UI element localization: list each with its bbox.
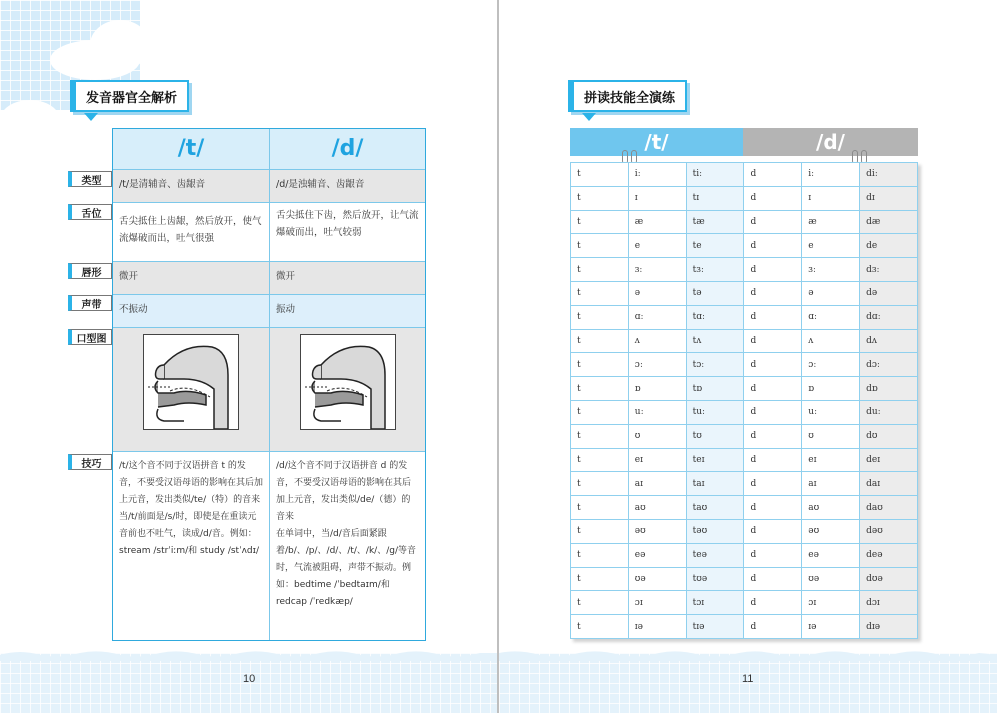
table-cell: d <box>744 353 802 377</box>
table-cell: t <box>571 210 629 234</box>
table-cell: ɔɪ <box>628 591 686 615</box>
table-cell: t <box>571 258 629 282</box>
table-row <box>571 353 918 377</box>
table-row <box>113 170 425 203</box>
table-cell: t <box>571 591 629 615</box>
table-cell: t <box>571 186 629 210</box>
row-label-vocal <box>68 295 112 311</box>
table-cell: uː <box>628 400 686 424</box>
table-cell: dʊ <box>860 424 918 448</box>
table-cell: æ <box>628 210 686 234</box>
header-t: /t/ <box>570 128 743 156</box>
table-cell: ʊ <box>628 424 686 448</box>
table-cell: dɒ <box>860 377 918 401</box>
table-row <box>571 329 918 353</box>
table-cell: d <box>744 567 802 591</box>
table-cell: ʌ <box>628 329 686 353</box>
table-cell: ə <box>628 281 686 305</box>
table-cell: aʊ <box>802 496 860 520</box>
mouth-diagram-t <box>143 334 239 430</box>
footer-wave-decoration <box>0 647 497 661</box>
table-cell: d <box>744 377 802 401</box>
table-cell: t <box>571 305 629 329</box>
table-cell: t <box>571 424 629 448</box>
table-row <box>571 543 918 567</box>
table-cell: taʊ <box>686 496 744 520</box>
table-row <box>571 591 918 615</box>
table-row <box>571 305 918 329</box>
table-cell: ʊə <box>802 567 860 591</box>
table-row <box>571 519 918 543</box>
cell-lips-t: 微开 <box>113 262 269 294</box>
table-cell: ɔɪ <box>802 591 860 615</box>
table-cell: ɜː <box>802 258 860 282</box>
table-cell: dɑː <box>860 305 918 329</box>
table-cell: ʊə <box>628 567 686 591</box>
table-cell: taɪ <box>686 472 744 496</box>
phonics-table-body <box>571 163 918 639</box>
table-cell: ɒ <box>802 377 860 401</box>
table-cell: daʊ <box>860 496 918 520</box>
table-header <box>113 129 425 170</box>
row-label-text: 唇形 <box>81 267 102 279</box>
table-cell: ɪə <box>802 615 860 639</box>
table-cell: t <box>571 400 629 424</box>
table-cell: d <box>744 424 802 448</box>
table-cell: tə <box>686 281 744 305</box>
table-cell: eɪ <box>628 448 686 472</box>
row-label-lips <box>68 263 112 279</box>
table-cell: d <box>744 186 802 210</box>
row-label-text: 口型图 <box>76 333 107 345</box>
table-cell: təʊ <box>686 519 744 543</box>
table-cell: t <box>571 519 629 543</box>
table-row <box>571 234 918 258</box>
table-cell: dʊə <box>860 567 918 591</box>
table-cell: d <box>744 591 802 615</box>
cell-vocal-d: 振动 <box>269 295 425 327</box>
row-label-text: 类型 <box>81 175 102 187</box>
table-cell: ʌ <box>802 329 860 353</box>
table-cell: t <box>571 281 629 305</box>
table-row <box>113 328 425 452</box>
table-cell: iː <box>628 163 686 187</box>
table-cell: eə <box>628 543 686 567</box>
cell-tongue-t: 舌尖抵住上齿龈，然后放开，使气流爆破而出，吐气很强 <box>113 203 269 261</box>
table-cell: d <box>744 400 802 424</box>
table-cell: t <box>571 353 629 377</box>
table-row <box>571 448 918 472</box>
table-cell: tæ <box>686 210 744 234</box>
section-title-text: 发音器官全解析 <box>86 90 178 106</box>
footer-wave-decoration <box>499 647 997 661</box>
tag-pointer-icon <box>84 113 98 121</box>
row-label-type <box>68 171 112 187</box>
table-cell: dɪə <box>860 615 918 639</box>
table-cell: dɔɪ <box>860 591 918 615</box>
phonics-table <box>570 162 918 639</box>
table-row <box>571 400 918 424</box>
table-row <box>571 186 918 210</box>
table-row <box>571 210 918 234</box>
row-label-tongue <box>68 204 112 220</box>
header-t: /t/ <box>113 129 269 169</box>
table-cell: ʊ <box>802 424 860 448</box>
table-cell: aɪ <box>628 472 686 496</box>
table-cell: de <box>860 234 918 258</box>
table-cell: aɪ <box>802 472 860 496</box>
table-cell: t <box>571 615 629 639</box>
table-cell: əʊ <box>628 519 686 543</box>
table-cell: deɪ <box>860 448 918 472</box>
table-cell: t <box>571 329 629 353</box>
table-cell: dɜː <box>860 258 918 282</box>
table-cell: d <box>744 448 802 472</box>
table-row <box>571 258 918 282</box>
table-row <box>571 424 918 448</box>
table-cell: ɜː <box>628 258 686 282</box>
mouth-diagram-t-cell <box>113 328 269 451</box>
table-cell: əʊ <box>802 519 860 543</box>
table-cell: tɔː <box>686 353 744 377</box>
table-row <box>113 452 425 640</box>
table-cell: tiː <box>686 163 744 187</box>
table-cell: tɜː <box>686 258 744 282</box>
table-cell: d <box>744 281 802 305</box>
table-cell: ɪə <box>628 615 686 639</box>
table-cell: eɪ <box>802 448 860 472</box>
tag-pointer-icon <box>582 113 596 121</box>
table-cell: d <box>744 615 802 639</box>
table-cell: d <box>744 496 802 520</box>
table-row <box>113 295 425 328</box>
table-cell: də <box>860 281 918 305</box>
table-cell: iː <box>802 163 860 187</box>
table-cell: d <box>744 258 802 282</box>
table-cell: t <box>571 448 629 472</box>
table-cell: tɪ <box>686 186 744 210</box>
cell-type-t: /t/是清辅音、齿龈音 <box>113 170 269 202</box>
table-row <box>571 496 918 520</box>
cloud-decoration <box>90 20 150 70</box>
row-label-text: 技巧 <box>81 458 102 470</box>
mouth-diagram-d <box>300 334 396 430</box>
table-cell: teə <box>686 543 744 567</box>
row-label-mouth <box>68 329 112 345</box>
table-cell: t <box>571 163 629 187</box>
table-cell: ɑː <box>628 305 686 329</box>
table-cell: d <box>744 329 802 353</box>
section-title-text: 拼读技能全演练 <box>584 90 676 106</box>
table-cell: t <box>571 377 629 401</box>
cell-tongue-d: 舌尖抵住下齿，然后放开，让气流爆破而出，吐气较弱 <box>269 203 425 261</box>
table-cell: dəʊ <box>860 519 918 543</box>
table-cell: eə <box>802 543 860 567</box>
table-cell: t <box>571 496 629 520</box>
table-cell: tuː <box>686 400 744 424</box>
table-row <box>113 262 425 295</box>
table-row <box>571 615 918 639</box>
table-cell: e <box>802 234 860 258</box>
table-cell: d <box>744 234 802 258</box>
table-row <box>571 377 918 401</box>
table-cell: tɑː <box>686 305 744 329</box>
table-cell: t <box>571 567 629 591</box>
row-label-text: 舌位 <box>81 208 102 220</box>
table-cell: d <box>744 210 802 234</box>
page-number: 10 <box>243 673 256 685</box>
table-cell: d <box>744 543 802 567</box>
cell-vocal-t: 不振动 <box>113 295 269 327</box>
table-cell: dɔː <box>860 353 918 377</box>
table-cell: tʌ <box>686 329 744 353</box>
table-cell: ɑː <box>802 305 860 329</box>
row-label-text: 声带 <box>81 299 102 311</box>
table-cell: d <box>744 163 802 187</box>
table-cell: æ <box>802 210 860 234</box>
table-cell: t <box>571 543 629 567</box>
table-cell: ə <box>802 281 860 305</box>
table-cell: tɪə <box>686 615 744 639</box>
table-cell: dæ <box>860 210 918 234</box>
table-cell: aʊ <box>628 496 686 520</box>
cloud-decoration <box>0 100 60 140</box>
table-cell: t <box>571 472 629 496</box>
cell-tips-t: /t/这个音不同于汉语拼音 t 的发音，不要受汉语母语的影响在其后加上元音，发出类似/te/（特）的音来 当/t/前面是/s/时，即使是在重读元音前也不吐气，读成/d/音。例如：stream /strˈiːm/和 study /stˈʌdɪ/ <box>113 452 269 640</box>
table-cell: ɒ <box>628 377 686 401</box>
table-cell: tʊ <box>686 424 744 448</box>
table-cell: deə <box>860 543 918 567</box>
header-d: /d/ <box>269 129 425 169</box>
table-cell: tɔɪ <box>686 591 744 615</box>
table-cell: e <box>628 234 686 258</box>
section-title <box>70 80 189 112</box>
table-cell: tʊə <box>686 567 744 591</box>
table-cell: uː <box>802 400 860 424</box>
table-row <box>571 472 918 496</box>
table-cell: ɪ <box>628 186 686 210</box>
table-cell: d <box>744 472 802 496</box>
table-cell: daɪ <box>860 472 918 496</box>
table-cell: teɪ <box>686 448 744 472</box>
row-label-tips <box>68 454 112 470</box>
left-page <box>0 0 497 713</box>
cell-tips-d: /d/这个音不同于汉语拼音 d 的发音，不要受汉语母语的影响在其后加上元音，发出类似/de/（德）的音来 在单词中，当/d/音后面紧跟着/b/、/p/、/d/、/t/、/k/、/g/等音时，气流被阻碍，声带不振动。例如：bedtime /ˈbedtaɪm/和 redcap /ˈredkæp/ <box>269 452 425 640</box>
table-row <box>571 281 918 305</box>
table-cell: te <box>686 234 744 258</box>
table-cell: ɔː <box>802 353 860 377</box>
table-cell: ɔː <box>628 353 686 377</box>
section-title <box>568 80 687 112</box>
table-cell: diː <box>860 163 918 187</box>
table-cell: d <box>744 519 802 543</box>
header-d: /d/ <box>743 128 918 156</box>
articulation-table <box>112 128 426 641</box>
table-cell: d <box>744 305 802 329</box>
table-row <box>113 203 425 262</box>
page-number: 11 <box>742 673 754 685</box>
table-cell: dɪ <box>860 186 918 210</box>
cell-type-d: /d/是浊辅音、齿龈音 <box>269 170 425 202</box>
table-cell: ɪ <box>802 186 860 210</box>
mouth-diagram-d-cell <box>269 328 425 451</box>
table-cell: t <box>571 234 629 258</box>
table-cell: dʌ <box>860 329 918 353</box>
cell-lips-d: 微开 <box>269 262 425 294</box>
table-cell: duː <box>860 400 918 424</box>
table-row <box>571 163 918 187</box>
table-row <box>571 567 918 591</box>
table-cell: tɒ <box>686 377 744 401</box>
